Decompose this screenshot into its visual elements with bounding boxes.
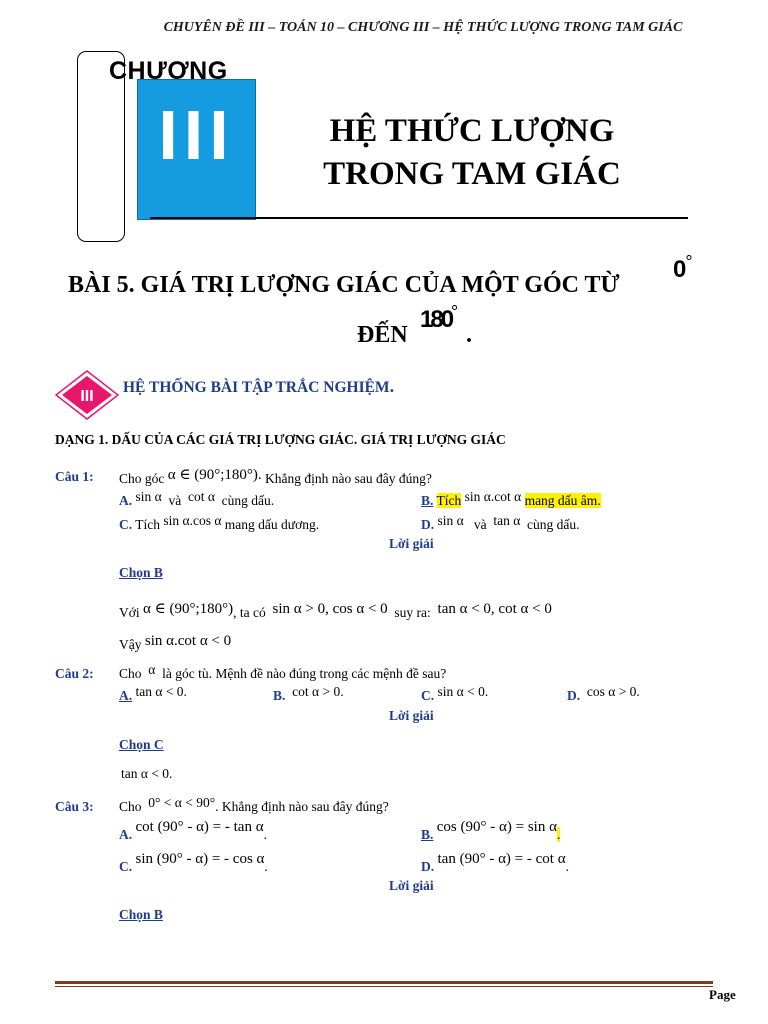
- solution-text: Với: [119, 605, 140, 620]
- section-badge-text: III: [80, 388, 94, 405]
- option-letter: B.: [421, 493, 434, 508]
- start-degree-value: 0: [673, 256, 686, 283]
- footer-rule-thin: [55, 986, 713, 987]
- option-dot: .: [264, 859, 268, 874]
- lesson-title-part2: ĐẾN: [357, 322, 408, 348]
- option-text: cùng dấu.: [527, 517, 580, 532]
- running-header-text: CHUYÊN ĐỀ III – TOÁN 10 – CHƯƠNG III – HỆ THỨC LƯỢNG TRONG TAM GIÁC: [163, 20, 683, 35]
- degree-symbol: °: [685, 252, 692, 272]
- q1-stem-post: Khẳng định nào sau đây đúng?: [265, 471, 432, 486]
- option-math: tan α: [493, 513, 521, 528]
- q3-option-d[interactable]: [421, 851, 569, 876]
- running-header: [0, 20, 768, 36]
- q3-solution-title: Lời giải: [389, 878, 434, 893]
- q3-option-b[interactable]: [421, 819, 561, 844]
- solution-math: tan α < 0, cot α < 0: [437, 601, 552, 617]
- q2-option-b[interactable]: [273, 684, 344, 704]
- option-letter: C.: [119, 859, 133, 874]
- option-text: và: [168, 493, 182, 508]
- chapter-title-line2: TRONG TAM GIÁC: [323, 156, 621, 192]
- option-text: mang dấu âm.: [524, 493, 601, 508]
- solution-text: Vậy: [119, 637, 142, 652]
- q3-choose: Chọn B: [119, 907, 163, 922]
- q2-solution-line1: [121, 766, 172, 782]
- option-text: mang dấu dương.: [224, 517, 320, 532]
- solution-math: sin α > 0, cos α < 0: [272, 601, 388, 617]
- option-text: Tích: [436, 493, 462, 508]
- option-math: sin (90° - α) = - cos α: [135, 851, 265, 867]
- option-math: sin α.cot α: [464, 489, 522, 504]
- option-letter: C.: [119, 517, 133, 532]
- option-letter: C.: [421, 688, 435, 703]
- option-math: tan (90° - α) = - cot α: [437, 851, 566, 867]
- option-math: cos (90° - α) = sin α: [436, 819, 557, 835]
- lesson-end-degree: [420, 302, 455, 334]
- solution-text: , ta có: [233, 605, 266, 620]
- option-math: cot α: [187, 489, 215, 504]
- option-letter: D.: [567, 688, 581, 703]
- q3-stem-math: 0° < α < 90°: [148, 795, 216, 810]
- q1-option-c[interactable]: [119, 513, 320, 533]
- section-heading-text: HỆ THỐNG BÀI TẬP TRẮC NGHIỆM: [123, 379, 390, 396]
- option-math: sin α: [135, 489, 162, 504]
- solution-math: sin α.cot α < 0: [144, 633, 232, 649]
- solution-math: α ∈ (90°;180°): [143, 601, 234, 617]
- q3-stem-post: . Khẳng định nào sau đây đúng?: [215, 799, 389, 814]
- option-letter: A.: [119, 827, 133, 842]
- q3-option-c[interactable]: [119, 851, 268, 876]
- q2-stem-math: α: [148, 662, 156, 677]
- option-letter: D.: [421, 859, 435, 874]
- chapter-title-line1: HỆ THỨC LƯỢNG: [329, 113, 615, 149]
- option-math: tan α < 0.: [135, 684, 187, 699]
- q3-stem: [119, 795, 389, 815]
- option-letter: B.: [273, 688, 286, 703]
- chapter-title-underline: [150, 217, 688, 219]
- q1-solution-line2: [119, 633, 232, 654]
- option-dot: .: [556, 827, 561, 842]
- q2-choose: Chọn C: [119, 737, 164, 752]
- end-degree-value: 180: [420, 306, 452, 333]
- chapter-word: CHƯƠNG: [109, 57, 228, 85]
- q2-solution-title: Lời giải: [389, 708, 434, 723]
- q1-solution-title: Lời giải: [389, 536, 434, 551]
- option-dot: .: [263, 827, 267, 842]
- q1-stem-pre: Cho góc: [119, 471, 165, 486]
- q1-solution-line1: [119, 603, 552, 622]
- q1-stem-math: α ∈ (90°;180°).: [167, 467, 262, 483]
- q2-option-d[interactable]: [567, 684, 640, 704]
- degree-symbol: °: [451, 302, 456, 322]
- q1-choose: Chọn B: [119, 565, 163, 580]
- option-math: cos α > 0.: [586, 684, 640, 699]
- q3-label: Câu 3:: [55, 799, 94, 814]
- option-dot: .: [565, 859, 569, 874]
- q2-label: Câu 2:: [55, 666, 94, 681]
- lesson-title-part1: BÀI 5. GIÁ TRỊ LƯỢNG GIÁC CỦA MỘT GÓC TỪ: [68, 272, 620, 298]
- option-letter: D.: [421, 517, 435, 532]
- solution-text: suy ra:: [394, 605, 431, 620]
- q2-stem: [119, 662, 447, 682]
- option-letter: A.: [119, 493, 133, 508]
- option-math: sin α < 0.: [437, 684, 489, 699]
- chapter-number: III: [158, 96, 235, 174]
- q1-option-b[interactable]: [421, 489, 601, 509]
- option-letter: B.: [421, 827, 434, 842]
- q1-stem: [119, 469, 432, 488]
- section-badge-icon: [55, 370, 119, 420]
- option-letter: A.: [119, 688, 133, 703]
- option-math: cot (90° - α) = - tan α: [135, 819, 264, 835]
- q3-option-a[interactable]: [119, 819, 267, 844]
- q2-option-a[interactable]: [119, 684, 187, 704]
- option-text: và: [473, 517, 487, 532]
- q1-label: Câu 1:: [55, 469, 94, 484]
- q1-option-d[interactable]: [421, 513, 580, 533]
- solution-math: tan α < 0.: [121, 766, 173, 781]
- footer-rule: [55, 981, 713, 984]
- q2-option-c[interactable]: [421, 684, 489, 704]
- q1-option-a[interactable]: [119, 489, 275, 509]
- section-heading-dot: .: [389, 376, 395, 396]
- option-text: cùng dấu.: [221, 493, 275, 508]
- q3-stem-pre: Cho: [119, 799, 142, 814]
- q2-stem-pre: Cho: [119, 666, 142, 681]
- option-math: cot α > 0.: [292, 684, 344, 699]
- section-heading: [123, 376, 394, 397]
- option-math: sin α: [437, 513, 464, 528]
- footer-page-label: Page: [709, 987, 736, 1002]
- option-math: sin α.cos α: [163, 513, 222, 528]
- lesson-start-degree: [673, 252, 692, 284]
- option-text: Tích: [135, 517, 161, 532]
- lesson-title-dot: .: [466, 322, 472, 348]
- type-heading: DẠNG 1. DẤU CỦA CÁC GIÁ TRỊ LƯỢNG GIÁC. GIÁ TRỊ LƯỢNG GIÁC: [55, 432, 506, 447]
- q2-stem-post: là góc tù. Mệnh đề nào đúng trong các mệnh đề sau?: [162, 666, 447, 681]
